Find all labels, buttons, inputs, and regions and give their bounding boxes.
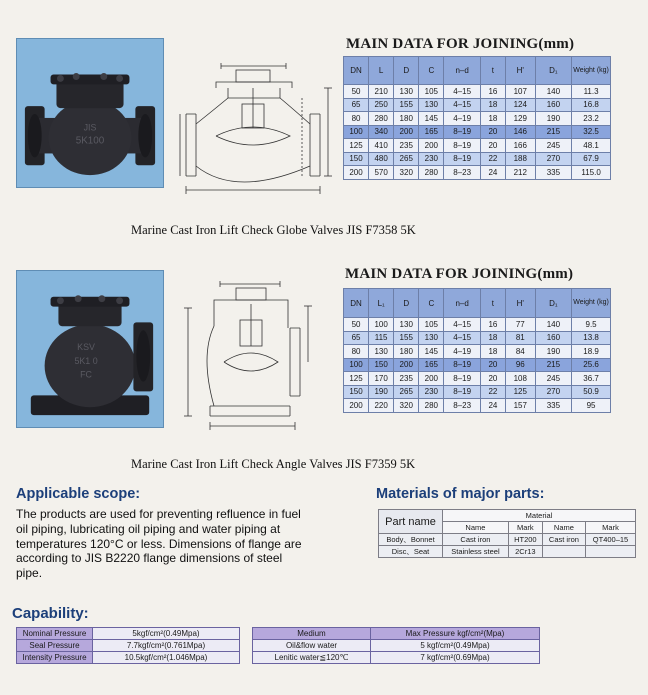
table-cell: 8–19 [444, 139, 481, 153]
table-cell: 245 [535, 139, 572, 153]
table-cell: 145 [419, 345, 444, 359]
table-cell: 145 [419, 112, 444, 126]
table-cell: 270 [535, 385, 572, 399]
table-cell: 18.9 [572, 345, 611, 359]
table-cell: 16 [480, 318, 505, 332]
table-cell: 215 [535, 125, 572, 139]
header-d: D [394, 289, 419, 318]
part-name-header: Part name [379, 510, 443, 534]
table-cell: 140 [535, 85, 572, 99]
table-cell: 84 [505, 345, 535, 359]
table-cell: 4–19 [444, 112, 481, 126]
table-cell: 18 [480, 345, 505, 359]
header-n-d: n–d [444, 57, 481, 85]
header-d1: D₁ [535, 57, 572, 85]
max-pressure-cell: 5 kgf/cm²(0.49Mpa) [371, 640, 540, 652]
table-cell: 4–15 [444, 318, 481, 332]
table-row [344, 331, 611, 345]
pressure-value: 7.7kgf/cm²(0.761Mpa) [93, 640, 240, 652]
table-cell: 150 [344, 385, 369, 399]
table-row [253, 652, 540, 664]
table-cell: 190 [369, 385, 394, 399]
table-cell: 235 [394, 139, 419, 153]
header-d1: D₁ [535, 289, 572, 318]
table-cell: 50 [344, 85, 369, 99]
table-row [344, 166, 611, 180]
table-cell: 150 [369, 358, 394, 372]
mark-header-1: Mark [508, 522, 542, 534]
globe-data-title: MAIN DATA FOR JOINING(mm) [346, 36, 575, 52]
table-cell: 100 [344, 125, 369, 139]
table-row [344, 372, 611, 386]
table-cell: 9.5 [572, 318, 611, 332]
table-cell: 157 [505, 399, 535, 413]
table-cell: 130 [394, 318, 419, 332]
table-cell: 18 [480, 112, 505, 126]
name-cell: Cast iron [443, 534, 509, 546]
table-cell: 230 [419, 385, 444, 399]
photo-marking-1: JIS [83, 122, 97, 133]
table-cell: 22 [480, 385, 505, 399]
medium-header: Medium [253, 628, 371, 640]
name-header-2: Name [542, 522, 585, 534]
header-c: C [419, 57, 444, 85]
table-cell: 170 [369, 372, 394, 386]
table-cell: 80 [344, 112, 369, 126]
table-cell: 150 [344, 152, 369, 166]
table-cell: 200 [344, 166, 369, 180]
table-cell: 200 [344, 399, 369, 413]
pressure-value: 5kgf/cm²(0.49Mpa) [93, 628, 240, 640]
table-cell: 130 [419, 331, 444, 345]
header-l1: L₁ [369, 289, 394, 318]
table-cell: 280 [419, 166, 444, 180]
table-cell: 180 [394, 345, 419, 359]
table-cell: 115.0 [572, 166, 611, 180]
header-dn: DN [344, 57, 369, 85]
table-cell: 105 [419, 318, 444, 332]
table-cell: 124 [505, 98, 535, 112]
table-cell: 235 [394, 372, 419, 386]
header-h: H' [505, 57, 535, 85]
table-cell: 212 [505, 166, 535, 180]
table-cell: 4–19 [444, 345, 481, 359]
table-cell: 340 [369, 125, 394, 139]
photo-marking-3: FC [80, 369, 92, 380]
angle-valve-drawing [180, 276, 330, 436]
table-row [17, 652, 240, 664]
table-cell: 20 [480, 139, 505, 153]
table-cell: 4–15 [444, 85, 481, 99]
angle-caption: Marine Cast Iron Lift Check Angle Valves JIS F7359 5K [131, 457, 416, 471]
mark-cell: QT400–15 [586, 534, 636, 546]
table-cell: 160 [535, 331, 572, 345]
max-pressure-cell: 7 kgf/cm²(0.69Mpa) [371, 652, 540, 664]
scope-line: pipe. [16, 566, 43, 581]
table-cell: 335 [535, 399, 572, 413]
part-cell: Disc、Seat [379, 546, 443, 558]
table-cell: 125 [344, 139, 369, 153]
table-cell: 107 [505, 85, 535, 99]
globe-caption: Marine Cast Iron Lift Check Globe Valves JIS F7358 5K [131, 223, 416, 237]
table-row [344, 139, 611, 153]
mark-cell: 2Cr13 [508, 546, 542, 558]
header-t: t [480, 289, 505, 318]
table-cell: 25.6 [572, 358, 611, 372]
table-cell: 200 [419, 139, 444, 153]
table-cell: 23.2 [572, 112, 611, 126]
table-row [344, 385, 611, 399]
angle-valve-photo [16, 270, 164, 428]
globe-valve-photo [16, 38, 164, 188]
table-row [344, 345, 611, 359]
header-dn: DN [344, 289, 369, 318]
table-cell: 50 [344, 318, 369, 332]
table-cell: 280 [369, 112, 394, 126]
table-cell: 265 [394, 152, 419, 166]
table-cell: 200 [394, 358, 419, 372]
table-cell: 570 [369, 166, 394, 180]
table-cell: 20 [480, 358, 505, 372]
header-l: L [369, 57, 394, 85]
table-cell: 190 [535, 112, 572, 126]
name-header-1: Name [443, 522, 509, 534]
table-header-row [253, 628, 540, 640]
table-cell: 245 [535, 372, 572, 386]
mark-header-2: Mark [586, 522, 636, 534]
table-cell: 160 [535, 98, 572, 112]
table-cell: 165 [419, 125, 444, 139]
table-cell: 67.9 [572, 152, 611, 166]
materials-table [378, 509, 636, 558]
table-cell: 280 [419, 399, 444, 413]
header-t: t [480, 57, 505, 85]
table-cell: 96 [505, 358, 535, 372]
table-cell: 16.8 [572, 98, 611, 112]
table-cell: 11.3 [572, 85, 611, 99]
name-cell: Cast iron [542, 534, 585, 546]
table-cell: 16 [480, 85, 505, 99]
table-cell: 146 [505, 125, 535, 139]
table-cell: 200 [394, 125, 419, 139]
globe-data-table [343, 56, 611, 180]
capability-pressure-table [16, 627, 240, 664]
table-cell: 100 [369, 318, 394, 332]
materials-heading [376, 486, 544, 502]
scope-line: The products are used for preventing refluence in fuel [16, 507, 301, 521]
table-cell: 200 [419, 372, 444, 386]
header-d: D [394, 57, 419, 85]
table-cell: 220 [369, 399, 394, 413]
table-cell: 480 [369, 152, 394, 166]
pressure-label: Intensity Pressure [17, 652, 93, 664]
mark-cell: HT200 [508, 534, 542, 546]
globe-valve-image [17, 39, 163, 187]
header-c: C [419, 289, 444, 318]
header-h: H' [505, 289, 535, 318]
table-row [253, 640, 540, 652]
angle-data-table [343, 288, 611, 413]
pressure-label: Nominal Pressure [17, 628, 93, 640]
table-cell: 4–15 [444, 98, 481, 112]
table-cell: 335 [535, 166, 572, 180]
header-weight: Weight (kg) [572, 289, 611, 318]
table-cell: 95 [572, 399, 611, 413]
table-row [379, 534, 636, 546]
table-cell: 48.1 [572, 139, 611, 153]
table-cell: 8–23 [444, 166, 481, 180]
table-row [344, 125, 611, 139]
photo-marking-2: 5K100 [75, 135, 105, 147]
table-cell: 130 [394, 85, 419, 99]
scope-heading: Applicable scope: [16, 486, 141, 502]
table-cell: 155 [394, 331, 419, 345]
table-header-row [344, 57, 611, 85]
table-cell: 77 [505, 318, 535, 332]
medium-cell: Oil&flow water [253, 640, 371, 652]
table-cell: 188 [505, 152, 535, 166]
table-cell: 210 [369, 85, 394, 99]
table-cell: 4–15 [444, 331, 481, 345]
part-cell: Body、Bonnet [379, 534, 443, 546]
table-cell: 190 [535, 345, 572, 359]
table-cell: 36.7 [572, 372, 611, 386]
table-cell: 65 [344, 98, 369, 112]
table-cell: 105 [419, 85, 444, 99]
table-cell: 115 [369, 331, 394, 345]
table-cell: 32.5 [572, 125, 611, 139]
table-row [17, 640, 240, 652]
table-cell: 180 [394, 112, 419, 126]
table-cell: 24 [480, 166, 505, 180]
table-row [344, 318, 611, 332]
mark-cell [586, 546, 636, 558]
table-row [379, 546, 636, 558]
pressure-value: 10.5kgf/cm²(1.046Mpa) [93, 652, 240, 664]
table-cell: 165 [419, 358, 444, 372]
table-row [344, 98, 611, 112]
capability-medium-table [252, 627, 540, 664]
table-cell: 230 [419, 152, 444, 166]
medium-cell: Lenitic water≦120℃ [253, 652, 371, 664]
table-row [344, 399, 611, 413]
name-cell [542, 546, 585, 558]
table-cell: 265 [394, 385, 419, 399]
table-cell: 125 [344, 372, 369, 386]
table-cell: 129 [505, 112, 535, 126]
table-cell: 8–19 [444, 152, 481, 166]
table-cell: 8–19 [444, 358, 481, 372]
header-n-d: n–d [444, 289, 481, 318]
table-cell: 50.9 [572, 385, 611, 399]
table-cell: 130 [369, 345, 394, 359]
table-cell: 20 [480, 125, 505, 139]
table-cell: 125 [505, 385, 535, 399]
table-row [344, 85, 611, 99]
table-cell: 250 [369, 98, 394, 112]
scope-line: oil piping, lubricating oil piping and water piping at [16, 521, 281, 536]
table-cell: 8–23 [444, 399, 481, 413]
table-cell: 410 [369, 139, 394, 153]
photo-marking-1: KSV [77, 341, 95, 352]
table-cell: 140 [535, 318, 572, 332]
header-weight: Weight (kg) [572, 57, 611, 85]
table-cell: 270 [535, 152, 572, 166]
table-row [17, 628, 240, 640]
material-header: Material [443, 510, 636, 522]
materials-heading-colon: : [539, 486, 545, 502]
table-cell: 20 [480, 372, 505, 386]
table-cell: 18 [480, 331, 505, 345]
table-cell: 81 [505, 331, 535, 345]
globe-valve-drawing [176, 58, 338, 206]
table-cell: 215 [535, 358, 572, 372]
table-cell: 100 [344, 358, 369, 372]
max-pressure-header: Max Pressure kgf/cm²(Mpa) [371, 628, 540, 640]
table-cell: 320 [394, 399, 419, 413]
table-cell: 155 [394, 98, 419, 112]
table-cell: 166 [505, 139, 535, 153]
table-cell: 80 [344, 345, 369, 359]
table-cell: 130 [419, 98, 444, 112]
capability-heading: Capability: [12, 605, 89, 622]
table-row [344, 358, 611, 372]
pressure-label: Seal Pressure [17, 640, 93, 652]
table-cell: 18 [480, 98, 505, 112]
materials-heading-text: Materials of major parts [376, 486, 540, 502]
angle-data-title: MAIN DATA FOR JOINING(mm) [345, 266, 574, 282]
name-cell: Stainless steel [443, 546, 509, 558]
table-cell: 108 [505, 372, 535, 386]
table-cell: 320 [394, 166, 419, 180]
table-cell: 22 [480, 152, 505, 166]
table-cell: 8–19 [444, 372, 481, 386]
photo-marking-2: 5K1 0 [74, 355, 98, 366]
table-cell: 8–19 [444, 385, 481, 399]
table-row [344, 112, 611, 126]
scope-line: according to JIS B2220 flange dimensions of steel [16, 551, 283, 566]
table-cell: 65 [344, 331, 369, 345]
scope-line: temperatures 120°C or less. Dimensions of flange are [16, 536, 302, 551]
angle-valve-image [17, 271, 163, 427]
scope-text [16, 507, 356, 581]
table-row [344, 152, 611, 166]
table-header-row [344, 289, 611, 318]
table-cell: 13.8 [572, 331, 611, 345]
table-cell: 24 [480, 399, 505, 413]
table-cell: 8–19 [444, 125, 481, 139]
